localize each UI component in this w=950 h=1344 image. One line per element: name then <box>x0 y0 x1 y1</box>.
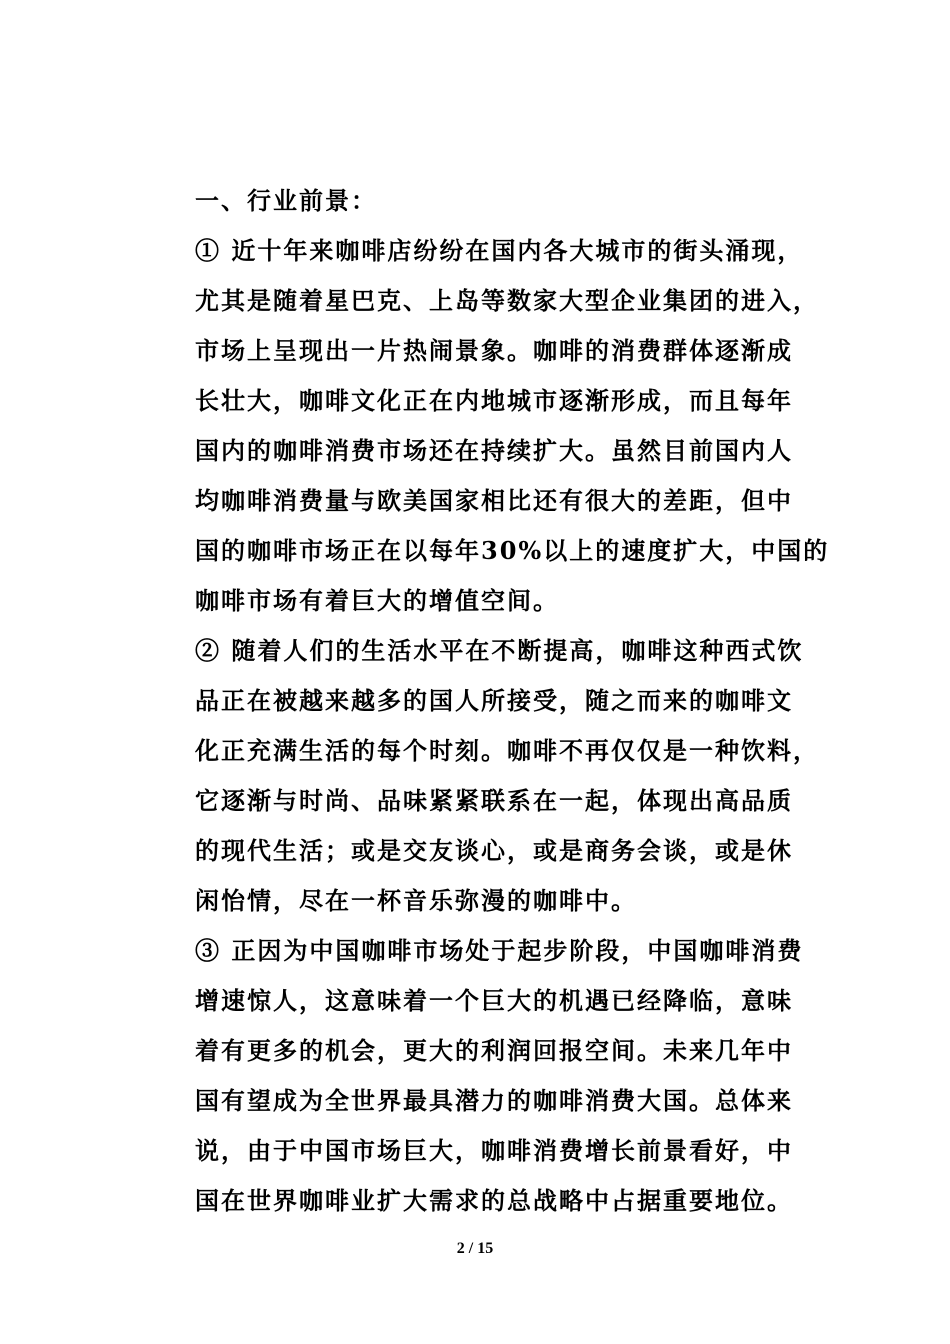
paragraph-3-line-1: ③ 正因为中国咖啡市场处于起步阶段，中国咖啡消费 <box>195 936 804 965</box>
paragraph-1-line-8: 咖啡市场有着巨大的增值空间。 <box>195 586 559 615</box>
paragraph-2-line-3: 化正充满生活的每个时刻。咖啡不再仅仅是一种饮料， <box>195 736 819 765</box>
paragraph-3-line-5: 说，由于中国市场巨大，咖啡消费增长前景看好，中 <box>195 1136 793 1165</box>
paragraph-1-line-4: 长壮大，咖啡文化正在内地城市逐渐形成，而且每年 <box>195 386 793 415</box>
paragraph-3-line-2: 增速惊人，这意味着一个巨大的机遇已经降临，意味 <box>195 986 793 1015</box>
section-heading: 一、行业前景： <box>195 186 377 215</box>
paragraph-1-line-6: 均咖啡消费量与欧美国家相比还有很大的差距，但中 <box>195 486 793 515</box>
paragraph-3-line-6: 国在世界咖啡业扩大需求的总战略中占据重要地位。 <box>195 1186 793 1215</box>
paragraph-1-line-5: 国内的咖啡消费市场还在持续扩大。虽然目前国内人 <box>195 436 793 465</box>
page-number: 2 / 15 <box>456 1240 494 1257</box>
paragraph-2-line-6: 闲怡情，尽在一杯音乐弥漫的咖啡中。 <box>195 886 637 915</box>
paragraph-1-line-3: 市场上呈现出一片热闹景象。咖啡的消费群体逐渐成 <box>195 336 793 365</box>
paragraph-2-line-5: 的现代生活；或是交友谈心，或是商务会谈，或是休 <box>195 836 793 865</box>
paragraph-1-line-7: 国的咖啡市场正在以每年30%以上的速度扩大，中国的 <box>195 536 830 565</box>
paragraph-1-line-1: ① 近十年来咖啡店纷纷在国内各大城市的街头涌现， <box>195 236 804 265</box>
paragraph-3-line-3: 着有更多的机会，更大的利润回报空间。未来几年中 <box>195 1036 793 1065</box>
paragraph-2-line-4: 它逐渐与时尚、品味紧紧联系在一起，体现出高品质 <box>195 786 793 815</box>
paragraph-1-line-2: 尤其是随着星巴克、上岛等数家大型企业集团的进入， <box>195 286 819 315</box>
paragraph-2-line-1: ② 随着人们的生活水平在不断提高，咖啡这种西式饮 <box>195 636 804 665</box>
document-body <box>195 176 830 1226</box>
paragraph-3-line-4: 国有望成为全世界最具潜力的咖啡消费大国。总体来 <box>195 1086 793 1115</box>
paragraph-2-line-2: 品正在被越来越多的国人所接受，随之而来的咖啡文 <box>195 686 793 715</box>
